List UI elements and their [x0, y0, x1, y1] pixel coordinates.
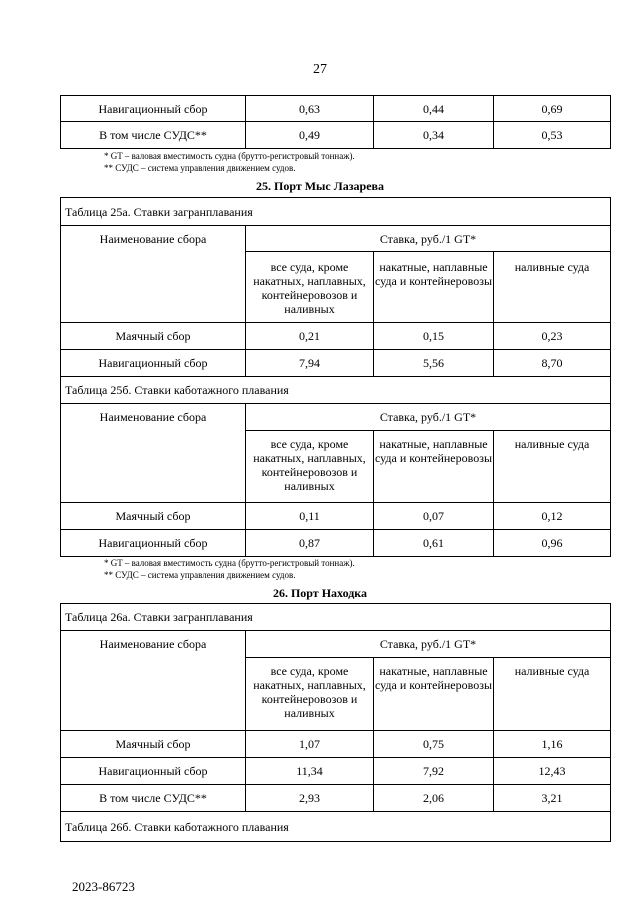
footnote-suds: ** СУДС – система управления движением судов. [104, 570, 296, 580]
cell: 0,07 [374, 503, 494, 530]
cell: 0,15 [374, 323, 494, 350]
cell: 11,34 [246, 758, 374, 785]
cell: 0,12 [494, 503, 611, 530]
table-row [61, 323, 611, 350]
cell: 0,21 [246, 323, 374, 350]
cell: 0,34 [374, 122, 494, 149]
cell: 0,11 [246, 503, 374, 530]
rate-header: Ставка, руб./1 GT* [246, 631, 611, 658]
table-row [61, 530, 611, 557]
cell: 0,69 [494, 96, 611, 122]
subheader-ro-ro: накатные, наплавные суда и контейнеровозы [374, 252, 494, 323]
footnote-gt: * GT – валовая вместимость судна (брутто-регистровый тоннаж). [104, 151, 355, 161]
cell: 8,70 [494, 350, 611, 377]
row-label: Маячный сбор [61, 731, 246, 758]
table-caption: Таблица 26б. Ставки каботажного плавания [61, 812, 611, 842]
column-header-name: Наименование сбора [61, 631, 246, 731]
cell: 0,61 [374, 530, 494, 557]
row-label: Навигационный сбор [61, 96, 246, 122]
cell: 0,53 [494, 122, 611, 149]
row-label: Навигационный сбор [61, 530, 246, 557]
table-caption: Таблица 25а. Ставки загранплавания [61, 198, 611, 226]
subheader-tankers: наливные суда [494, 431, 611, 503]
subheader-tankers: наливные суда [494, 658, 611, 731]
row-label: Маячный сбор [61, 503, 246, 530]
section-title: 26. Порт Находка [272, 586, 368, 600]
column-header-name: Наименование сбора [61, 404, 246, 503]
cell: 0,23 [494, 323, 611, 350]
rate-header: Ставка, руб./1 GT* [246, 404, 611, 431]
cell: 12,43 [494, 758, 611, 785]
document-id: 2023-86723 [72, 879, 135, 894]
table-25 [60, 197, 611, 557]
table-row [61, 350, 611, 377]
cell: 7,94 [246, 350, 374, 377]
cell: 0,49 [246, 122, 374, 149]
footnote-gt: * GT – валовая вместимость судна (брутто-регистровый тоннаж). [104, 558, 355, 568]
subheader-all-vessels: все суда, кроме накатных, наплавных, контейнеровозов и наливных [246, 431, 374, 503]
cell: 2,06 [374, 785, 494, 812]
top-table [60, 95, 611, 149]
cell: 3,21 [494, 785, 611, 812]
footnotes [104, 557, 355, 581]
row-label: Маячный сбор [61, 323, 246, 350]
cell: 0,75 [374, 731, 494, 758]
cell: 0,63 [246, 96, 374, 122]
row-label: В том числе СУДС** [61, 785, 246, 812]
cell: 1,16 [494, 731, 611, 758]
table-caption: Таблица 25б. Ставки каботажного плавания [61, 377, 611, 404]
table-row [61, 785, 611, 812]
cell: 7,92 [374, 758, 494, 785]
table-row [61, 503, 611, 530]
table-row [61, 758, 611, 785]
cell: 1,07 [246, 731, 374, 758]
footnotes [104, 150, 355, 174]
table-row [61, 731, 611, 758]
subheader-ro-ro: накатные, наплавные суда и контейнеровозы [374, 658, 494, 731]
cell: 2,93 [246, 785, 374, 812]
row-label: В том числе СУДС** [61, 122, 246, 149]
subheader-ro-ro: накатные, наплавные суда и контейнеровозы [374, 431, 494, 503]
cell: 0,44 [374, 96, 494, 122]
cell: 0,96 [494, 530, 611, 557]
row-label: Навигационный сбор [61, 758, 246, 785]
subheader-all-vessels: все суда, кроме накатных, наплавных, контейнеровозов и наливных [246, 658, 374, 731]
cell: 0,87 [246, 530, 374, 557]
table-row [61, 96, 611, 122]
table-row [61, 122, 611, 149]
cell: 5,56 [374, 350, 494, 377]
subheader-all-vessels: все суда, кроме накатных, наплавных, контейнеровозов и наливных [246, 252, 374, 323]
row-label: Навигационный сбор [61, 350, 246, 377]
table-caption: Таблица 26а. Ставки загранплавания [61, 604, 611, 631]
footnote-suds: ** СУДС – система управления движением судов. [104, 163, 296, 173]
subheader-tankers: наливные суда [494, 252, 611, 323]
table-26 [60, 603, 611, 842]
column-header-name: Наименование сбора [61, 226, 246, 323]
page-number: 27 [313, 62, 327, 77]
rate-header: Ставка, руб./1 GT* [246, 226, 611, 252]
section-title: 25. Порт Мыс Лазарева [255, 179, 384, 193]
